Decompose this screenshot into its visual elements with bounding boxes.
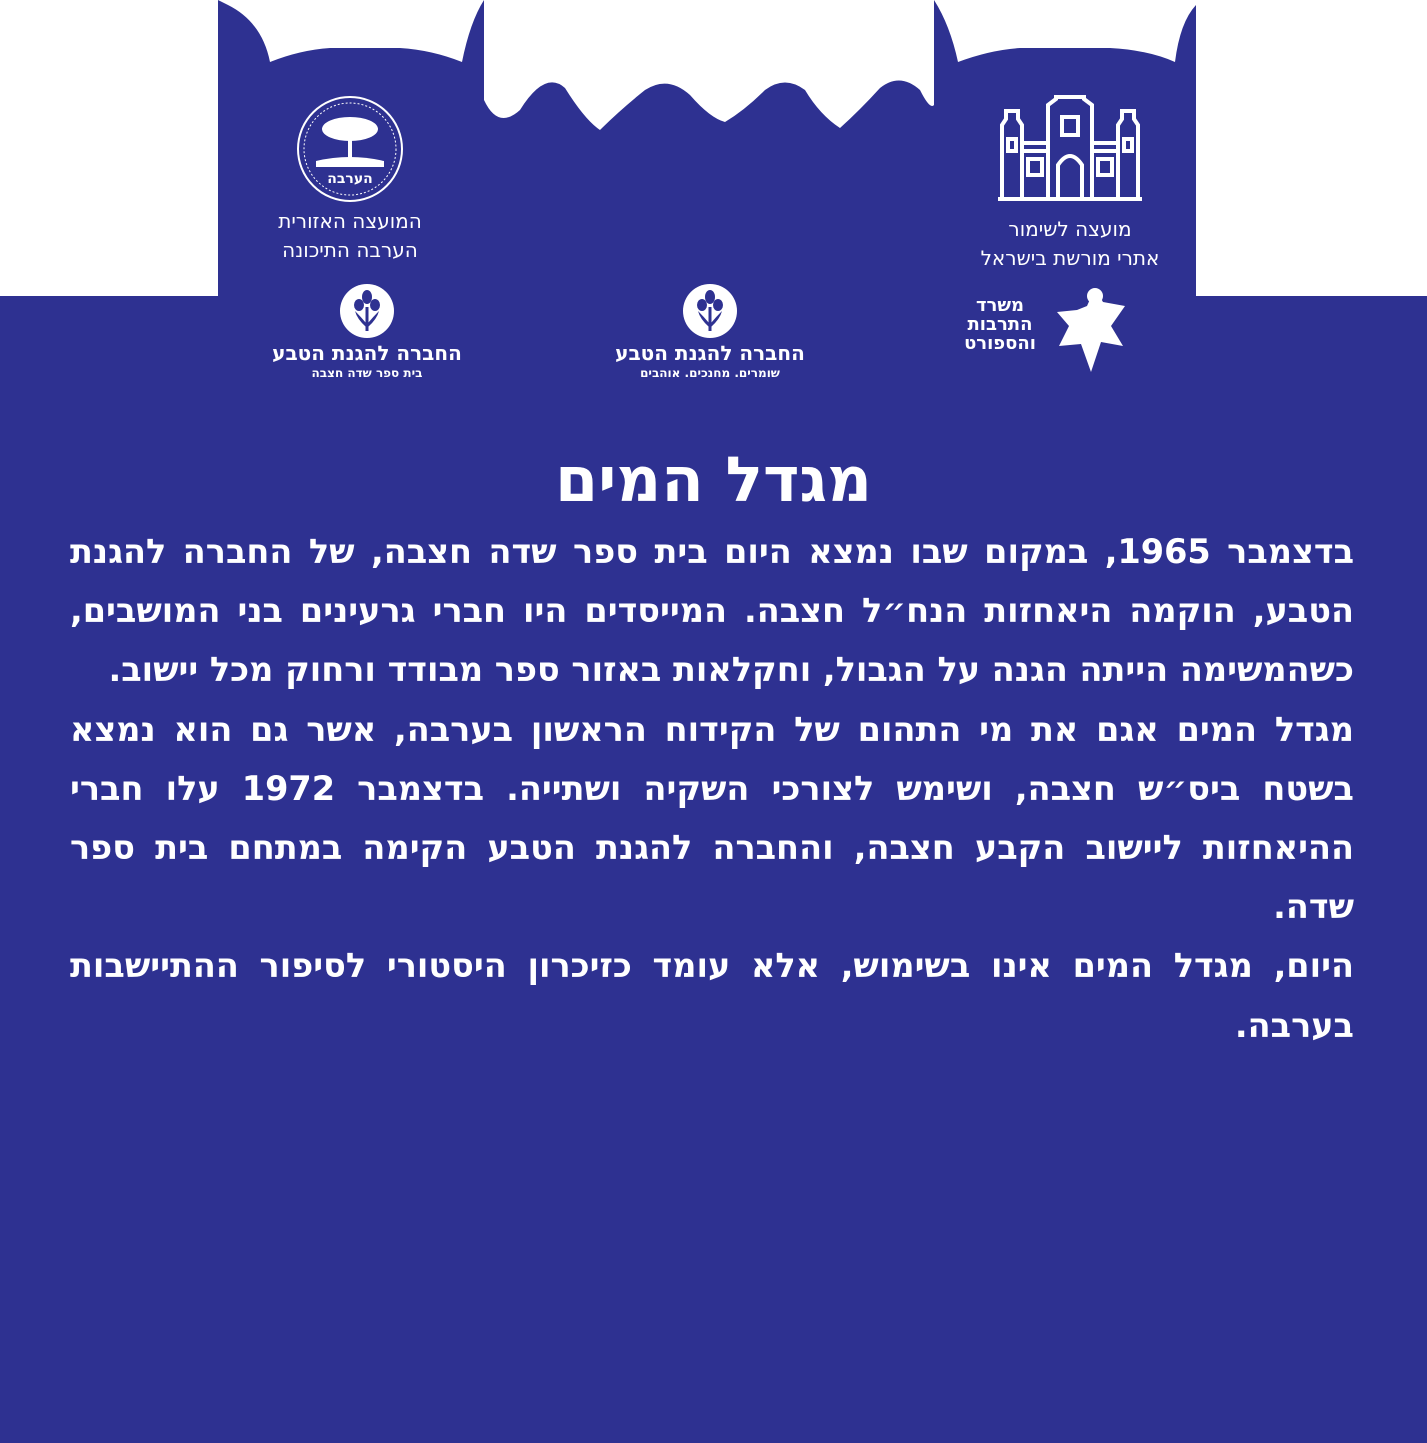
spni-main-subtitle: שומרים. מחנכים. אוהבים [640,366,780,380]
arava-council-line-2: הערבה התיכונה [282,238,418,262]
star-figure-icon [1051,286,1131,374]
spni-main-logo [605,283,815,381]
spni-name: החברה להגנת הטבע [272,341,462,365]
heritage-council-logo [960,95,1180,273]
heritage-council-line-1: מועצה לשימור [1008,217,1132,241]
ministry-line-2: התרבות [967,314,1033,335]
iris-flower-icon [682,283,738,339]
paragraph-1: בדצמבר 1965, במקום שבו נמצא היום בית ספר שדה חצבה, של החברה להגנת הטבע, הוקמה היאחזות הנח״ל חצבה. המייסדים היו חברי גרעינים בני המושבים, כשהמשימה הייתה הגנה על הגבול, וחקלאות באזור ספר מבודד ורחוק מכל יישוב. [70,532,1355,690]
paragraph-2: מגדל המים אגם את מי התהום של הקידוח הראשון בערבה, אשר גם הוא נמצא בשטח ביס״ש חצבה, ושימש לצורכי השקיה ושתייה. בדצמבר 1972 עלו חברי ההיאחזות ליישוב הקבע חצבה, והחברה להגנת הטבע הקימה במתחם בית ספר שדה. [70,709,1354,927]
seal-text: הערבה [327,171,373,187]
ministry-line-3: והספורט [964,333,1036,354]
page-title: מגדל המים [555,443,872,516]
ministry-logo [955,286,1135,376]
arava-council-line-1: המועצה האזורית [278,209,422,233]
spni-field-school-subtitle: בית ספר שדה חצבה [311,366,423,380]
ministry-line-1: משרד [975,295,1025,316]
tree-seal-icon [296,95,404,203]
spni-name: החברה להגנת הטבע [615,341,805,365]
iris-flower-icon [339,283,395,339]
arava-council-logo [250,95,450,265]
spni-field-school-logo [262,283,472,381]
paragraph-3: היום, מגדל המים אינו בשימוש, אלא עומד כזיכרון היסטורי לסיפור ההתיישבות בערבה. [70,946,1354,1045]
heritage-council-line-2: אתרי מורשת בישראל [980,246,1160,270]
body-text [70,522,1354,1055]
heritage-building-icon [996,95,1144,203]
